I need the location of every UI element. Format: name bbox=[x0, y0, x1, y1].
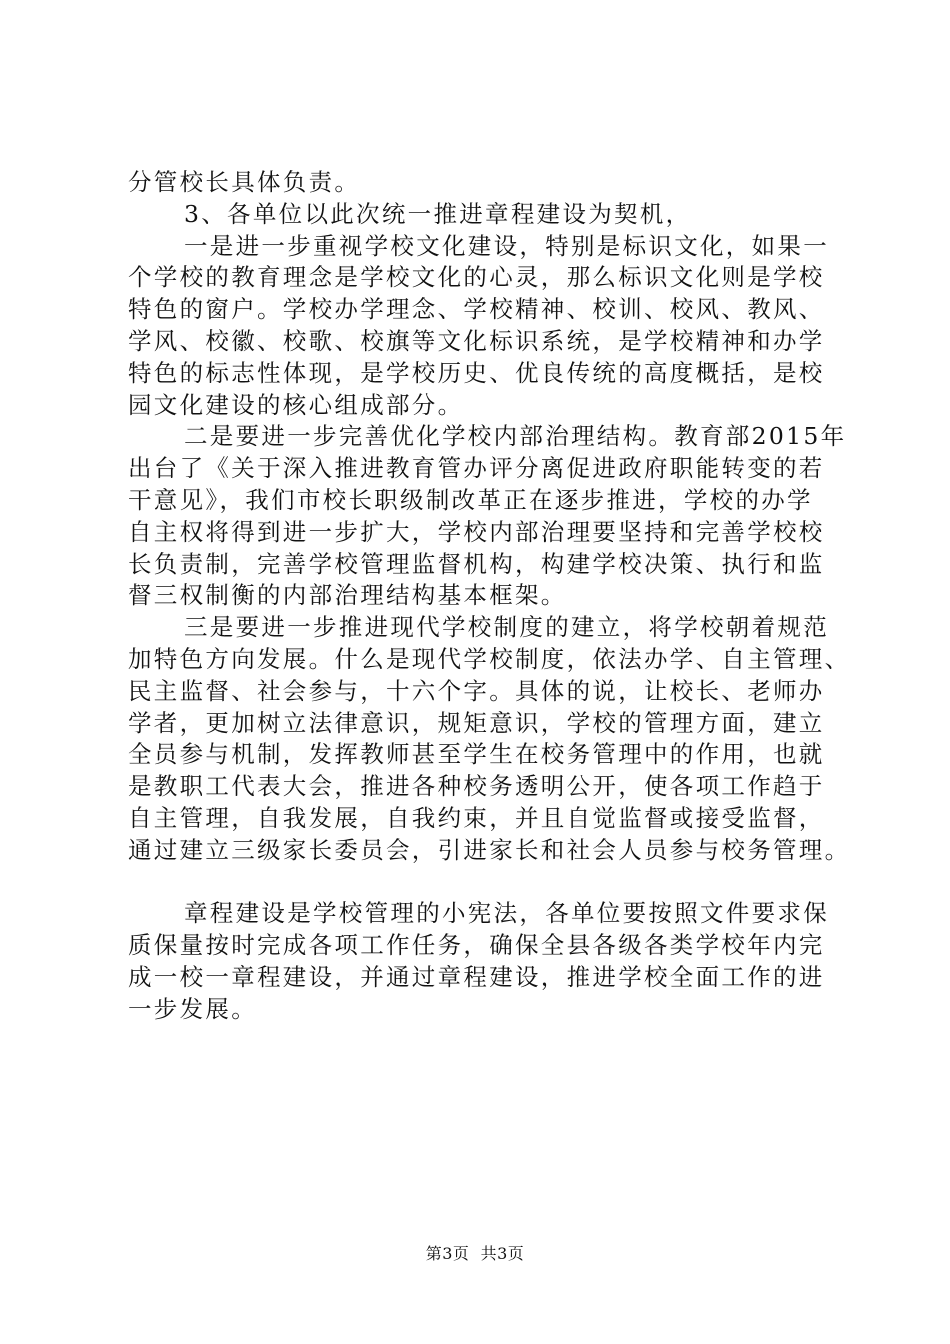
text-line: 3、各单位以此次统一推进章程建设为契机， bbox=[184, 199, 692, 228]
text-line: 分管校长具体负责。 bbox=[128, 168, 361, 196]
text-line: 一是进一步重视学校文化建设，特别是标识文化，如果一 bbox=[184, 231, 829, 260]
page-number-footer: 第3页 共3页 bbox=[425, 1244, 525, 1263]
text-line: 园文化建设的核心组成部分。 bbox=[128, 390, 464, 419]
text-line: 一步发展。 bbox=[128, 994, 257, 1023]
text-line: 特色的窗户。学校办学理念、学校精神、校训、校风、教风、 bbox=[128, 295, 825, 324]
text-line: 二是要进一步完善优化学校内部治理结构。教育部2015年 bbox=[184, 422, 847, 451]
text-line: 是教职工代表大会，推进各种校务透明公开，使各项工作趋于 bbox=[128, 772, 825, 801]
text-line: 学风、校徽、校歌、校旗等文化标识系统，是学校精神和办学 bbox=[128, 326, 825, 355]
text-line: 加特色方向发展。什么是现代学校制度，依法办学、自主管理、 bbox=[128, 644, 851, 673]
paragraph-gap bbox=[128, 867, 848, 899]
text-line: 自主管理，自我发展，自我约束，并且自觉监督或接受监督， bbox=[128, 803, 825, 832]
text-line: 长负责制，完善学校管理监督机构，构建学校决策、执行和监 bbox=[128, 549, 825, 578]
text-line: 干意见》，我们市校长职级制改革正在逐步推进，学校的办学 bbox=[128, 485, 813, 514]
text-line: 出台了《关于深入推进教育管办评分离促进政府职能转变的若 bbox=[128, 454, 825, 483]
text-line: 督三权制衡的内部治理结构基本框架。 bbox=[128, 581, 567, 610]
text-line: 全员参与机制，发挥教师甚至学生在校务管理中的作用，也就 bbox=[128, 740, 825, 769]
text-line: 三是要进一步推进现代学校制度的建立，将学校朝着规范 bbox=[184, 613, 829, 642]
text-line: 学者，更加树立法律意识，规矩意识，学校的管理方面，建立 bbox=[128, 708, 825, 737]
text-line: 特色的标志性体现，是学校历史、优良传统的高度概括，是校 bbox=[128, 358, 825, 387]
text-line: 成一校一章程建设，并通过章程建设，推进学校全面工作的进 bbox=[128, 962, 825, 991]
text-line: 民主监督、社会参与，十六个字。具体的说，让校长、老师办 bbox=[128, 676, 825, 705]
text-line: 质保量按时完成各项工作任务，确保全县各级各类学校年内完 bbox=[128, 931, 825, 960]
document-body bbox=[128, 167, 851, 1026]
text-line: 章程建设是学校管理的小宪法，各单位要按照文件要求保 bbox=[184, 899, 829, 928]
text-line: 个学校的教育理念是学校文化的心灵，那么标识文化则是学校 bbox=[128, 263, 825, 292]
text-line: 自主权将得到进一步扩大，学校内部治理要坚持和完善学校校 bbox=[128, 517, 825, 546]
text-line: 通过建立三级家长委员会，引进家长和社会人员参与校务管理。 bbox=[128, 835, 851, 864]
